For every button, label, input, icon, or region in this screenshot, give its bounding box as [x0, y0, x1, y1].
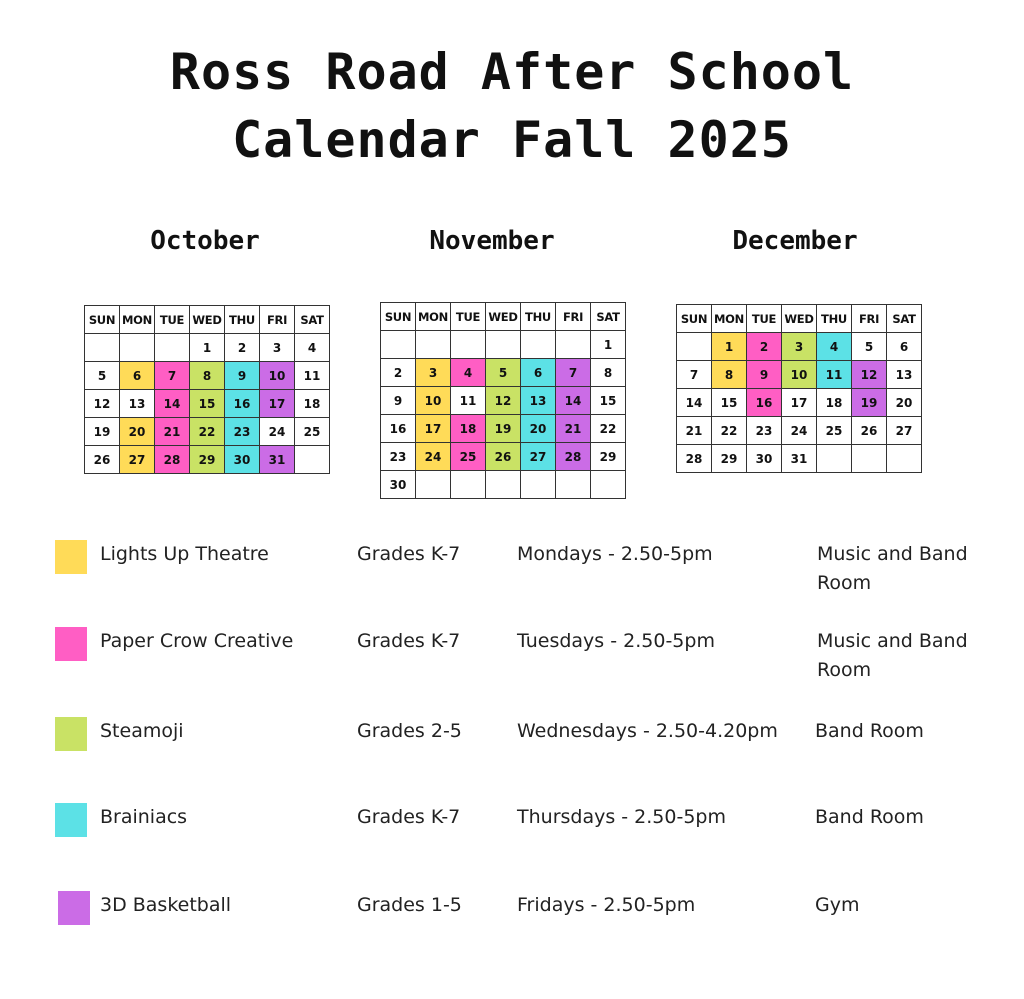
calendar-day: 9 [747, 361, 782, 389]
program-name: Brainiacs [100, 806, 188, 828]
program-grades: Grades K-7 [357, 806, 461, 828]
calendar-day: 28 [556, 443, 591, 471]
week-row [381, 415, 626, 443]
week-row [85, 334, 330, 362]
calendar-day: 10 [782, 361, 817, 389]
week-row [677, 417, 922, 445]
day-header: SUN [381, 303, 416, 331]
program-name: Lights Up Theatre [100, 543, 269, 565]
calendar-day: 26 [486, 443, 521, 471]
calendar-day: 15 [190, 390, 225, 418]
calendar-day: 14 [155, 390, 190, 418]
calendar-day: 3 [782, 333, 817, 361]
calendar-day: 29 [591, 443, 626, 471]
day-header: SUN [85, 306, 120, 334]
day-header: MON [712, 305, 747, 333]
week-row [677, 333, 922, 361]
calendar-day: 11 [451, 387, 486, 415]
program-grades: Grades K-7 [357, 630, 461, 652]
calendar-empty-cell [556, 471, 591, 499]
calendar-day: 6 [521, 359, 556, 387]
program-grades: Grades 1-5 [357, 894, 462, 916]
calendar-empty-cell [416, 331, 451, 359]
week-row [381, 443, 626, 471]
calendar-day: 5 [486, 359, 521, 387]
calendar-day: 3 [416, 359, 451, 387]
calendar-day: 25 [295, 418, 330, 446]
week-row [677, 445, 922, 473]
calendar-day: 28 [677, 445, 712, 473]
calendar-day: 20 [120, 418, 155, 446]
calendar-day: 27 [887, 417, 922, 445]
calendar-empty-cell [521, 331, 556, 359]
calendar-day: 9 [225, 362, 260, 390]
calendar-day: 22 [591, 415, 626, 443]
program-time: Wednesdays - 2.50-4.20pm [517, 720, 778, 742]
calendar-day: 4 [817, 333, 852, 361]
calendar-day: 17 [260, 390, 295, 418]
calendar-empty-cell [817, 445, 852, 473]
calendar-day: 4 [451, 359, 486, 387]
week-row [677, 389, 922, 417]
calendar-day: 6 [120, 362, 155, 390]
calendar-day: 17 [782, 389, 817, 417]
program-grades: Grades 2-5 [357, 720, 462, 742]
calendar-empty-cell [677, 333, 712, 361]
calendar-empty-cell [451, 471, 486, 499]
day-header: SUN [677, 305, 712, 333]
calendar-day: 27 [120, 446, 155, 474]
calendar-day: 6 [887, 333, 922, 361]
day-header: WED [486, 303, 521, 331]
color-swatch-yellow [55, 540, 87, 574]
program-name: Steamoji [100, 720, 184, 742]
calendar-day: 16 [747, 389, 782, 417]
page-title-line-2: Calendar Fall 2025 [232, 111, 792, 169]
calendar-empty-cell [120, 334, 155, 362]
program-room: Band Room [815, 720, 924, 742]
calendar-day: 8 [591, 359, 626, 387]
calendar-day: 19 [85, 418, 120, 446]
month-title-october: October [150, 226, 260, 256]
calendar-day: 18 [451, 415, 486, 443]
calendar-day: 7 [155, 362, 190, 390]
calendar-day: 15 [712, 389, 747, 417]
calendar-day: 21 [677, 417, 712, 445]
legend-row-paper-crow-creative [0, 627, 1024, 687]
calendar-day: 16 [381, 415, 416, 443]
calendar-day: 30 [747, 445, 782, 473]
calendar-day: 16 [225, 390, 260, 418]
calendar-october [84, 305, 330, 474]
week-row [381, 359, 626, 387]
calendar-day: 2 [747, 333, 782, 361]
calendar-day: 23 [225, 418, 260, 446]
calendar-empty-cell [486, 331, 521, 359]
calendar-day: 22 [712, 417, 747, 445]
calendar-day: 10 [416, 387, 451, 415]
calendar-day: 24 [260, 418, 295, 446]
calendar-day: 1 [591, 331, 626, 359]
calendar-day: 24 [782, 417, 817, 445]
calendar-day: 5 [852, 333, 887, 361]
calendar-day: 24 [416, 443, 451, 471]
program-room-line-1: Music and Band [817, 543, 968, 565]
day-header: THU [521, 303, 556, 331]
calendar-day: 27 [521, 443, 556, 471]
month-title-november: November [429, 226, 555, 256]
calendar-november [380, 302, 626, 499]
calendar-empty-cell [85, 334, 120, 362]
calendar-day: 12 [85, 390, 120, 418]
calendar-day: 30 [381, 471, 416, 499]
color-swatch-cyan [55, 803, 87, 837]
program-grades: Grades K-7 [357, 543, 461, 565]
calendar-day: 19 [486, 415, 521, 443]
program-room-line-2: Room [817, 659, 872, 681]
week-row [85, 418, 330, 446]
program-time: Fridays - 2.50-5pm [517, 894, 696, 916]
calendar-day: 13 [887, 361, 922, 389]
calendar-day: 28 [155, 446, 190, 474]
color-swatch-pink [55, 627, 87, 661]
calendar-day: 12 [486, 387, 521, 415]
calendar-day: 10 [260, 362, 295, 390]
calendar-day: 2 [381, 359, 416, 387]
calendar-day: 1 [712, 333, 747, 361]
program-room: Gym [815, 894, 860, 916]
calendar-day: 26 [852, 417, 887, 445]
calendar-day: 19 [852, 389, 887, 417]
calendar-day: 22 [190, 418, 225, 446]
calendar-day: 26 [85, 446, 120, 474]
week-row [381, 331, 626, 359]
calendar-day: 23 [381, 443, 416, 471]
day-header: WED [782, 305, 817, 333]
calendar-day: 18 [817, 389, 852, 417]
program-room [817, 627, 1007, 685]
program-time: Mondays - 2.50-5pm [517, 543, 713, 565]
calendar-day: 30 [225, 446, 260, 474]
calendar-day: 11 [817, 361, 852, 389]
legend-row-lights-up-theatre [0, 540, 1024, 600]
calendar-empty-cell [521, 471, 556, 499]
page-title-line-1: Ross Road After School [169, 43, 855, 101]
program-room [817, 540, 1007, 598]
calendar-day: 21 [556, 415, 591, 443]
calendar-day: 7 [556, 359, 591, 387]
program-room-line-1: Music and Band [817, 630, 968, 652]
day-header: TUE [155, 306, 190, 334]
color-swatch-purple [58, 891, 90, 925]
calendar-day: 18 [295, 390, 330, 418]
calendar-empty-cell [381, 331, 416, 359]
program-time: Thursdays - 2.50-5pm [517, 806, 726, 828]
week-row [677, 361, 922, 389]
day-header-row [85, 306, 330, 334]
day-header: SAT [591, 303, 626, 331]
program-name: 3D Basketball [100, 894, 232, 916]
calendar-day: 13 [521, 387, 556, 415]
day-header: TUE [451, 303, 486, 331]
calendar-empty-cell [295, 446, 330, 474]
calendar-december [676, 304, 922, 473]
calendar-empty-cell [887, 445, 922, 473]
color-swatch-green [55, 717, 87, 751]
day-header: SAT [295, 306, 330, 334]
program-time: Tuesdays - 2.50-5pm [517, 630, 715, 652]
legend-row-3d-basketball [0, 891, 1024, 951]
calendar-day: 13 [120, 390, 155, 418]
day-header: FRI [556, 303, 591, 331]
calendar-empty-cell [591, 471, 626, 499]
day-header-row [381, 303, 626, 331]
program-room: Band Room [815, 806, 924, 828]
calendar-empty-cell [486, 471, 521, 499]
legend-row-steamoji [0, 717, 1024, 777]
calendar-day: 17 [416, 415, 451, 443]
calendar-day: 25 [817, 417, 852, 445]
day-header: WED [190, 306, 225, 334]
calendar-day: 9 [381, 387, 416, 415]
calendar-day: 4 [295, 334, 330, 362]
day-header: MON [120, 306, 155, 334]
calendar-day: 8 [190, 362, 225, 390]
month-title-december: December [732, 226, 858, 256]
day-header: SAT [887, 305, 922, 333]
day-header: THU [817, 305, 852, 333]
week-row [85, 446, 330, 474]
day-header: MON [416, 303, 451, 331]
calendar-day: 8 [712, 361, 747, 389]
day-header: FRI [260, 306, 295, 334]
calendar-day: 20 [887, 389, 922, 417]
calendar-day: 23 [747, 417, 782, 445]
calendar-day: 14 [677, 389, 712, 417]
calendar-day: 2 [225, 334, 260, 362]
day-header-row [677, 305, 922, 333]
calendar-day: 15 [591, 387, 626, 415]
calendar-day: 1 [190, 334, 225, 362]
week-row [381, 387, 626, 415]
calendar-day: 31 [260, 446, 295, 474]
calendar-empty-cell [852, 445, 887, 473]
calendar-day: 14 [556, 387, 591, 415]
program-name: Paper Crow Creative [100, 630, 294, 652]
calendar-day: 7 [677, 361, 712, 389]
week-row [85, 390, 330, 418]
legend-row-brainiacs [0, 803, 1024, 863]
day-header: FRI [852, 305, 887, 333]
calendar-empty-cell [155, 334, 190, 362]
calendar-day: 29 [190, 446, 225, 474]
calendar-day: 11 [295, 362, 330, 390]
week-row [381, 471, 626, 499]
calendar-day: 25 [451, 443, 486, 471]
calendar-day: 21 [155, 418, 190, 446]
calendar-day: 31 [782, 445, 817, 473]
calendar-day: 29 [712, 445, 747, 473]
calendar-day: 3 [260, 334, 295, 362]
day-header: THU [225, 306, 260, 334]
calendar-day: 5 [85, 362, 120, 390]
calendar-empty-cell [416, 471, 451, 499]
day-header: TUE [747, 305, 782, 333]
calendar-empty-cell [451, 331, 486, 359]
calendar-day: 12 [852, 361, 887, 389]
program-room-line-2: Room [817, 572, 872, 594]
calendar-day: 20 [521, 415, 556, 443]
calendar-empty-cell [556, 331, 591, 359]
week-row [85, 362, 330, 390]
